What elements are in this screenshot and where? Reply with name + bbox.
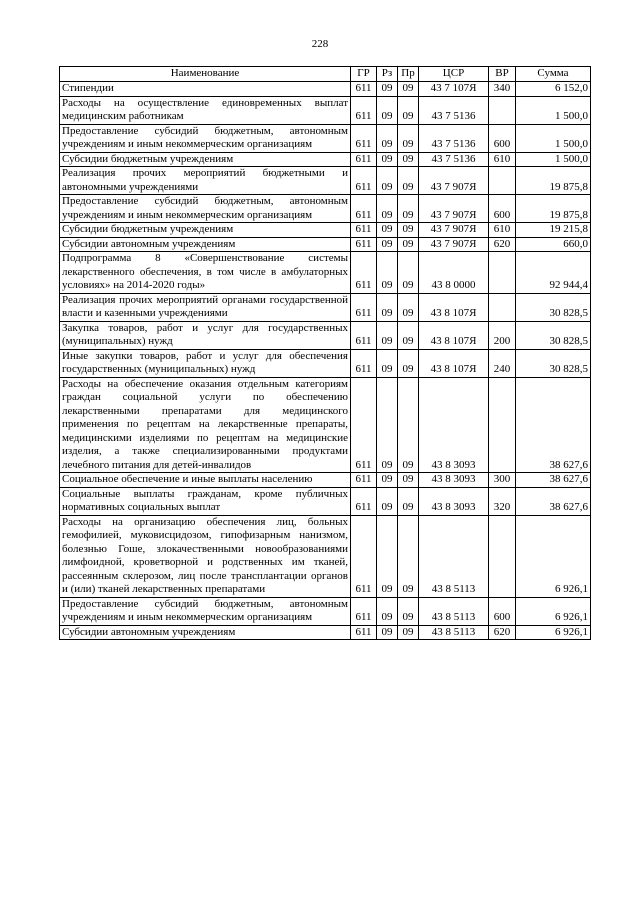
table-row [60, 252, 591, 294]
cell-sum: 38 627,6 [516, 487, 591, 515]
cell-csr: 43 8 107Я [419, 349, 489, 377]
cell-vr [489, 252, 516, 294]
cell-gr: 611 [351, 377, 377, 473]
cell-vr: 240 [489, 349, 516, 377]
cell-name: Субсидии бюджетным учреждениям [60, 223, 351, 238]
cell-pr: 09 [398, 473, 419, 488]
cell-gr: 611 [351, 152, 377, 167]
cell-vr: 620 [489, 237, 516, 252]
cell-sum: 38 627,6 [516, 473, 591, 488]
cell-vr: 320 [489, 487, 516, 515]
cell-gr: 611 [351, 597, 377, 625]
header-vr: ВР [489, 67, 516, 82]
cell-rz: 09 [377, 625, 398, 640]
cell-sum: 38 627,6 [516, 377, 591, 473]
cell-rz: 09 [377, 167, 398, 195]
cell-vr: 610 [489, 223, 516, 238]
cell-sum: 30 828,5 [516, 293, 591, 321]
cell-gr: 611 [351, 349, 377, 377]
cell-csr: 43 7 5136 [419, 152, 489, 167]
cell-gr: 611 [351, 124, 377, 152]
cell-csr: 43 8 5113 [419, 515, 489, 597]
cell-csr: 43 7 5136 [419, 124, 489, 152]
cell-pr: 09 [398, 252, 419, 294]
cell-vr: 610 [489, 152, 516, 167]
cell-vr [489, 377, 516, 473]
cell-vr [489, 167, 516, 195]
table-row [60, 293, 591, 321]
cell-vr: 200 [489, 321, 516, 349]
cell-rz: 09 [377, 223, 398, 238]
cell-csr: 43 7 907Я [419, 195, 489, 223]
budget-table [59, 66, 591, 640]
table-row [60, 152, 591, 167]
cell-rz: 09 [377, 473, 398, 488]
cell-name: Расходы на организацию обеспечения лиц, больных гемофилией, муковисцидозом, гипофизарным нанизмом, болезнью Гоше, злокачественными новообразованиями лимфоидной, кроветворной и родственных им тканей, рассеянным склерозом, лиц после трансплантации органов и (или) тканей лекарственных препаратами [60, 515, 351, 597]
cell-name: Иные закупки товаров, работ и услуг для обеспечения государственных (муниципальных) нужд [60, 349, 351, 377]
cell-vr: 340 [489, 82, 516, 97]
cell-name: Предоставление субсидий бюджетным, автономным учреждениям и иным некоммерческим организациям [60, 124, 351, 152]
cell-csr: 43 7 107Я [419, 82, 489, 97]
cell-rz: 09 [377, 293, 398, 321]
table-row [60, 223, 591, 238]
table-row [60, 487, 591, 515]
cell-rz: 09 [377, 349, 398, 377]
cell-pr: 09 [398, 96, 419, 124]
cell-gr: 611 [351, 293, 377, 321]
cell-name: Социальное обеспечение и иные выплаты населению [60, 473, 351, 488]
cell-csr: 43 8 107Я [419, 321, 489, 349]
cell-name: Подпрограмма 8 «Совершенствование системы лекарственного обеспечения, в том числе в амбулаторных условиях» на 2014-2020 годы» [60, 252, 351, 294]
cell-name: Расходы на осуществление единовременных выплат медицинским работникам [60, 96, 351, 124]
cell-vr: 600 [489, 195, 516, 223]
cell-gr: 611 [351, 167, 377, 195]
cell-csr: 43 8 3093 [419, 487, 489, 515]
cell-pr: 09 [398, 223, 419, 238]
cell-sum: 6 926,1 [516, 625, 591, 640]
table-body [60, 82, 591, 640]
cell-csr: 43 7 907Я [419, 223, 489, 238]
cell-name: Предоставление субсидий бюджетным, автономным учреждениям и иным некоммерческим организациям [60, 195, 351, 223]
cell-rz: 09 [377, 252, 398, 294]
cell-name: Субсидии автономным учреждениям [60, 625, 351, 640]
table-row [60, 473, 591, 488]
cell-pr: 09 [398, 597, 419, 625]
header-sum: Сумма [516, 67, 591, 82]
header-rz: Рз [377, 67, 398, 82]
cell-vr: 600 [489, 597, 516, 625]
table-row [60, 82, 591, 97]
cell-name: Расходы на обеспечение оказания отдельным категориям граждан социальной услуги по обеспечению лекарственными препаратами для медицинского применения по рецептам на лекарственные препараты, медицинскими изделиями по рецептам на медицинские изделия, а также специализированными продуктами лечебного питания для детей-инвалидов [60, 377, 351, 473]
cell-csr: 43 7 5136 [419, 96, 489, 124]
table-row [60, 349, 591, 377]
cell-csr: 43 8 107Я [419, 293, 489, 321]
table-row [60, 96, 591, 124]
cell-gr: 611 [351, 237, 377, 252]
header-gr: ГР [351, 67, 377, 82]
cell-pr: 09 [398, 487, 419, 515]
cell-rz: 09 [377, 321, 398, 349]
cell-rz: 09 [377, 377, 398, 473]
cell-gr: 611 [351, 195, 377, 223]
cell-pr: 09 [398, 321, 419, 349]
header-name: Наименование [60, 67, 351, 82]
cell-rz: 09 [377, 237, 398, 252]
table-row [60, 515, 591, 597]
table-row [60, 167, 591, 195]
cell-name: Субсидии автономным учреждениям [60, 237, 351, 252]
cell-name: Предоставление субсидий бюджетным, автономным учреждениям и иным некоммерческим организациям [60, 597, 351, 625]
page-number: 228 [311, 38, 329, 50]
cell-gr: 611 [351, 82, 377, 97]
cell-vr [489, 96, 516, 124]
cell-sum: 19 875,8 [516, 167, 591, 195]
cell-gr: 611 [351, 223, 377, 238]
cell-gr: 611 [351, 625, 377, 640]
cell-rz: 09 [377, 152, 398, 167]
cell-vr: 600 [489, 124, 516, 152]
cell-sum: 1 500,0 [516, 96, 591, 124]
cell-rz: 09 [377, 487, 398, 515]
cell-vr: 620 [489, 625, 516, 640]
cell-sum: 6 926,1 [516, 515, 591, 597]
cell-csr: 43 7 907Я [419, 167, 489, 195]
cell-csr: 43 8 5113 [419, 625, 489, 640]
cell-vr [489, 515, 516, 597]
cell-sum: 19 875,8 [516, 195, 591, 223]
cell-csr: 43 8 3093 [419, 377, 489, 473]
cell-vr [489, 293, 516, 321]
table-row [60, 377, 591, 473]
cell-sum: 1 500,0 [516, 152, 591, 167]
cell-name: Социальные выплаты гражданам, кроме публичных нормативных социальных выплат [60, 487, 351, 515]
table-header-row [60, 67, 591, 82]
cell-gr: 611 [351, 473, 377, 488]
cell-csr: 43 7 907Я [419, 237, 489, 252]
cell-rz: 09 [377, 195, 398, 223]
cell-pr: 09 [398, 349, 419, 377]
cell-csr: 43 8 0000 [419, 252, 489, 294]
cell-csr: 43 8 5113 [419, 597, 489, 625]
cell-pr: 09 [398, 377, 419, 473]
cell-sum: 30 828,5 [516, 349, 591, 377]
cell-sum: 6 152,0 [516, 82, 591, 97]
table-row [60, 124, 591, 152]
cell-rz: 09 [377, 96, 398, 124]
table-row [60, 321, 591, 349]
cell-vr: 300 [489, 473, 516, 488]
cell-gr: 611 [351, 96, 377, 124]
table-row [60, 195, 591, 223]
cell-csr: 43 8 3093 [419, 473, 489, 488]
cell-sum: 660,0 [516, 237, 591, 252]
cell-gr: 611 [351, 321, 377, 349]
cell-name: Субсидии бюджетным учреждениям [60, 152, 351, 167]
cell-pr: 09 [398, 195, 419, 223]
cell-pr: 09 [398, 82, 419, 97]
header-csr: ЦСР [419, 67, 489, 82]
table-row [60, 237, 591, 252]
cell-rz: 09 [377, 515, 398, 597]
cell-name: Стипендии [60, 82, 351, 97]
cell-pr: 09 [398, 167, 419, 195]
cell-pr: 09 [398, 124, 419, 152]
cell-name: Реализация прочих мероприятий бюджетными и автономными учреждениями [60, 167, 351, 195]
cell-name: Закупка товаров, работ и услуг для государственных (муниципальных) нужд [60, 321, 351, 349]
cell-gr: 611 [351, 252, 377, 294]
cell-sum: 92 944,4 [516, 252, 591, 294]
cell-name: Реализация прочих мероприятий органами государственной власти и казенными учреждениями [60, 293, 351, 321]
cell-pr: 09 [398, 237, 419, 252]
cell-pr: 09 [398, 152, 419, 167]
table-row [60, 625, 591, 640]
cell-rz: 09 [377, 124, 398, 152]
cell-rz: 09 [377, 82, 398, 97]
cell-sum: 6 926,1 [516, 597, 591, 625]
cell-pr: 09 [398, 515, 419, 597]
cell-gr: 611 [351, 487, 377, 515]
table-row [60, 597, 591, 625]
cell-sum: 1 500,0 [516, 124, 591, 152]
cell-sum: 19 215,8 [516, 223, 591, 238]
cell-gr: 611 [351, 515, 377, 597]
cell-pr: 09 [398, 293, 419, 321]
cell-sum: 30 828,5 [516, 321, 591, 349]
cell-rz: 09 [377, 597, 398, 625]
cell-pr: 09 [398, 625, 419, 640]
header-pr: Пр [398, 67, 419, 82]
